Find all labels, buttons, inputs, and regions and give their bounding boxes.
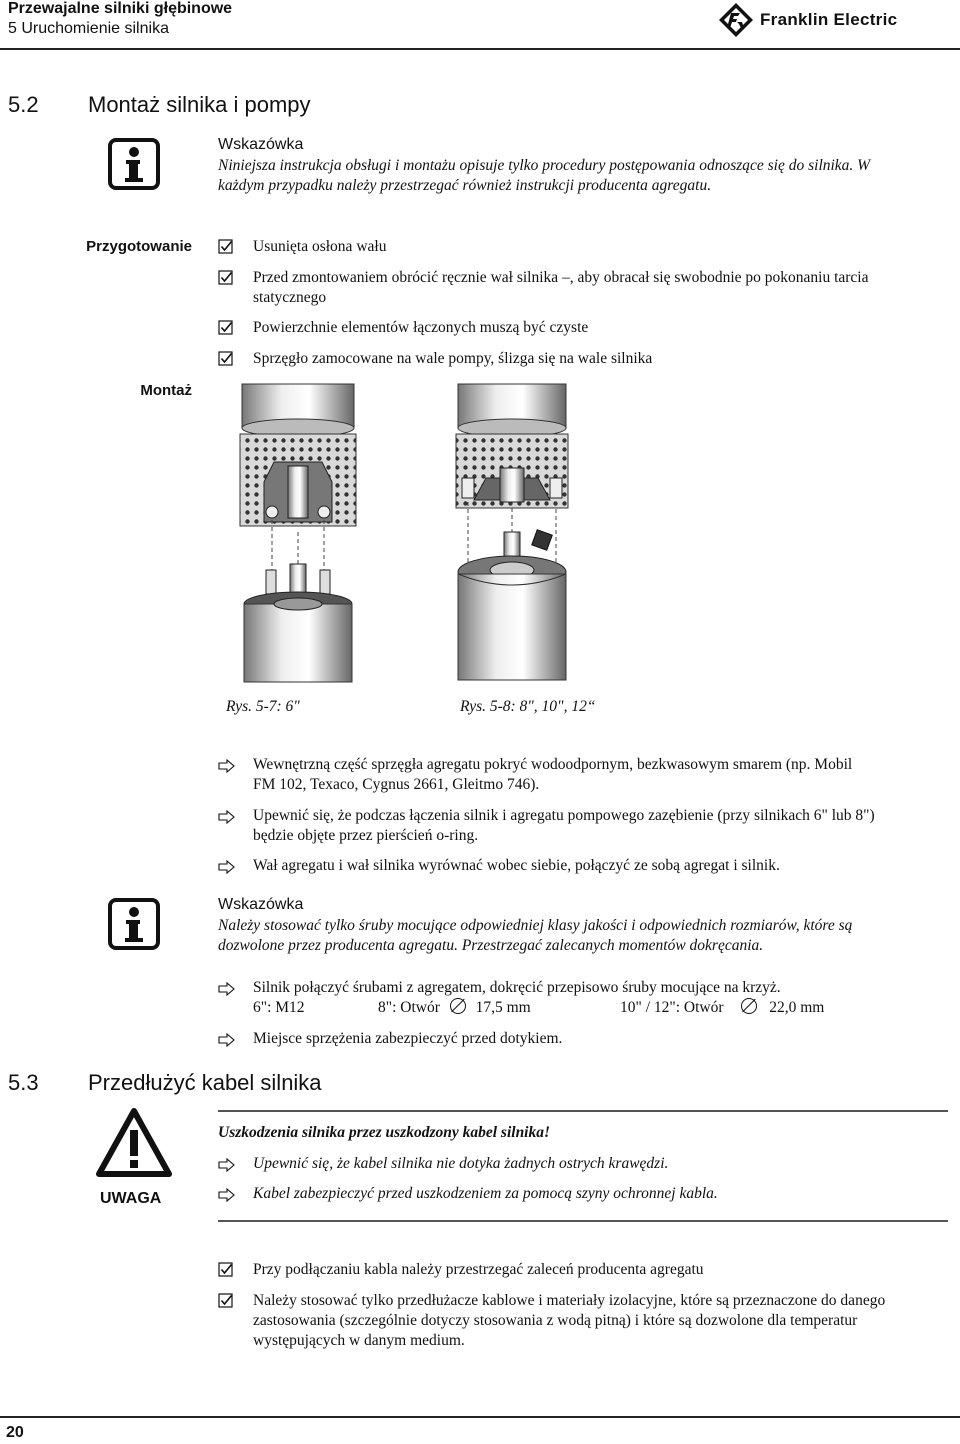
size-6-inch: 6": M12 xyxy=(253,999,305,1016)
figure-8-10-12-inch-assembly xyxy=(452,382,572,684)
section-heading-5-2 xyxy=(8,92,311,118)
warning-label: UWAGA xyxy=(100,1190,162,1207)
section-heading-5-3 xyxy=(8,1070,322,1096)
note-line: Niniejsza instrukcja obsługi i montażu opisuje tylko procedury postępowania odnoszące się do silnika. W xyxy=(218,157,871,174)
diameter-icon xyxy=(741,998,757,1014)
arrow-right-icon xyxy=(218,1188,236,1202)
arrow-right-icon xyxy=(218,1033,236,1047)
warning-item: Kabel zabezpieczyć przed uszkodzeniem za pomocą szyny ochronnej kabla. xyxy=(218,1184,948,1204)
page-number: 20 xyxy=(6,1424,24,1441)
size-8-inch: 8": Otwór 17,5 mm xyxy=(378,999,531,1016)
label-preparation: Przygotowanie xyxy=(86,238,192,255)
figure-6-inch-assembly xyxy=(234,382,362,684)
section-title: Montaż silnika i pompy xyxy=(88,92,311,117)
step-item: Miejsce sprzężenia zabezpieczyć przed dotykiem. xyxy=(218,1029,948,1049)
checkbox-checked-icon xyxy=(218,239,234,255)
section-number: 5.3 xyxy=(8,1070,39,1095)
diameter-icon xyxy=(450,998,466,1014)
checklist-item: Należy stosować tylko przedłużacze kablowe i materiały izolacyjne, które są przeznaczone do danego zastosowania (szczególnie dotyczy stosowania z wodą pitną) i które są dozwolone dla temperatur występujących w danym medium. xyxy=(218,1291,948,1351)
section-title: Przedłużyć kabel silnika xyxy=(88,1070,322,1095)
checkbox-checked-icon xyxy=(218,320,234,336)
label-assembly: Montaż xyxy=(140,382,192,399)
info-icon xyxy=(108,898,160,950)
franklin-logo-icon xyxy=(718,2,754,38)
step-item: Silnik połączyć śrubami z agregatem, dokręcić przepisowo śruby mocujące na krzyż. 6": M12 8": Otwór 17,5 mm 10" / 12": Otwór 22,0 mm xyxy=(218,978,948,1018)
step-item: Upewnić się, że podczas łączenia silnik i agregatu pompowego zazębienie (przy silnikach 6" lub 8") będzie objęte przez pierścień o-ring. xyxy=(218,806,948,846)
checklist-item: Powierzchnie elementów łączonych muszą być czyste xyxy=(218,318,948,338)
checklist-item: Sprzęgło zamocowane na wale pompy, ślizga się na wale silnika xyxy=(218,349,948,369)
figure-caption: Rys. 5-7: 6" xyxy=(226,698,300,715)
warning-triangle-icon xyxy=(96,1108,172,1178)
checkbox-checked-icon xyxy=(218,1293,234,1309)
footer-divider xyxy=(0,1416,960,1418)
note-title: Wskazówka xyxy=(218,136,304,153)
step-item: Wał agregatu i wał silnika wyrównać wobec siebie, połączyć ze sobą agregat i silnik. xyxy=(218,856,948,876)
note-title: Wskazówka xyxy=(218,896,304,913)
step-item: Wewnętrzną część sprzęgła agregatu pokryć wodoodpornym, bezkwasowym smarem (np. Mobil FM 102, Texaco, Cygnus 2661, Gleitmo 746). xyxy=(218,755,948,795)
arrow-right-icon xyxy=(218,810,236,824)
header-title: Przewajalne silniki głębinowe xyxy=(8,0,233,17)
note-line: każdym przypadku należy przestrzegać również instrukcji producenta agregatu. xyxy=(218,177,712,194)
arrow-right-icon xyxy=(218,1158,236,1172)
warning-title: Uszkodzenia silnika przez uszkodzony kabel silnika! xyxy=(218,1124,551,1141)
checkbox-checked-icon xyxy=(218,351,234,367)
checklist-item: Przy podłączaniu kabla należy przestrzegać zaleceń producenta agregatu xyxy=(218,1260,948,1280)
arrow-right-icon xyxy=(218,982,236,996)
note-line: dozwolone przez producenta agregatu. Przestrzegać zalecanych momentów dokręcania. xyxy=(218,937,764,954)
note-line: Należy stosować tylko śruby mocujące odpowiedniej klasy jakości i odpowiednich rozmiarów, które są xyxy=(218,917,853,934)
figure-caption: Rys. 5-8: 8", 10", 12“ xyxy=(460,698,596,715)
section-number: 5.2 xyxy=(8,92,39,117)
warning-item: Upewnić się, że kabel silnika nie dotyka żadnych ostrych krawędzi. xyxy=(218,1154,948,1174)
brand-name: Franklin Electric xyxy=(760,10,898,29)
header-subtitle: 5 Uruchomienie silnika xyxy=(8,20,169,37)
header-divider xyxy=(0,48,960,50)
checklist-item: Przed zmontowaniem obrócić ręcznie wał silnika –, aby obracał się swobodnie po pokonaniu tarcia statycznego xyxy=(218,268,948,308)
size-10-12-inch: 10" / 12": Otwór 22,0 mm xyxy=(620,999,825,1016)
checkbox-checked-icon xyxy=(218,1262,234,1278)
arrow-right-icon xyxy=(218,759,236,773)
checkbox-checked-icon xyxy=(218,270,234,286)
arrow-right-icon xyxy=(218,860,236,874)
brand-logo xyxy=(718,2,948,38)
checklist-item: Usunięta osłona wału xyxy=(218,237,948,257)
info-icon xyxy=(108,138,160,190)
